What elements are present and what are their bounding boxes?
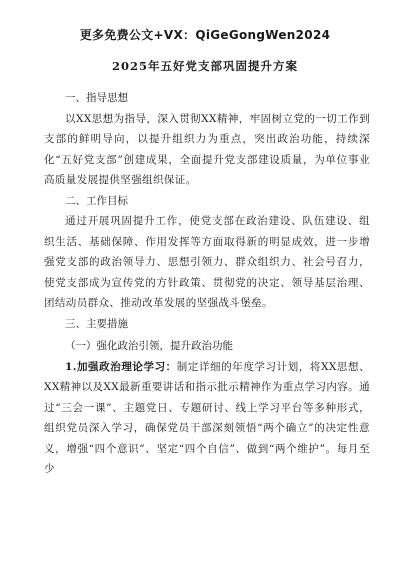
section-heading-main-measures: 三、主要措施 [65, 317, 128, 330]
measure-1-text: 制定详细的年度学习计划，将XX思想、XX精神以及XX最新重要讲话和指示批示精神作为重点学习内容。通过“三会一课”、主题党日、专题研讨、线上学习平台等多种形式，组织党员深入学习，确保党员干部深刻领悟“两个确立”的决定性意义，增强“四个意识”、坚定“四个自信”、做到“两个维护”。每月至少 [44, 360, 370, 475]
watermark-banner: 更多免费公文+VX：QiGeGongWen2024 [79, 28, 331, 42]
paragraph-work-goals: 通过开展巩固提升工作，使党支部在政治建设、队伍建设、组织生活、基础保障、作用发挥等方面取得新的明显成效，进一步增强党支部的政治领导力、思想引领力、群众组织力、社会号召力，使党支部成为宣传党的方针政策、贯彻党的决定、领导基层治理、团结动员群众、推动改革发展的坚强战斗堡垒。 [44, 215, 370, 309]
measure-1-lead: 1.加强政治理论学习： [65, 360, 177, 373]
paragraph-measure-1 [44, 357, 370, 480]
paragraph-guiding-ideology: 以XX思想为指导，深入贯彻XX精神，牢固树立党的一切工作到支部的鲜明导向，以提升组织力为重点，突出政治功能，持续深化“五好党支部”创建成果，全面提升党支部建设质量，为单位事业高质量发展提供坚强组织保证。 [44, 112, 370, 186]
document-body [44, 88, 370, 480]
section-heading-work-goals: 二、工作目标 [65, 194, 128, 207]
document-title: 2025年五好党支部巩固提升方案 [111, 59, 298, 73]
subsection-heading-political-guidance: （一）强化政治引领，提升政治功能 [65, 340, 233, 352]
section-heading-guiding-ideology: 一、指导思想 [65, 92, 128, 104]
